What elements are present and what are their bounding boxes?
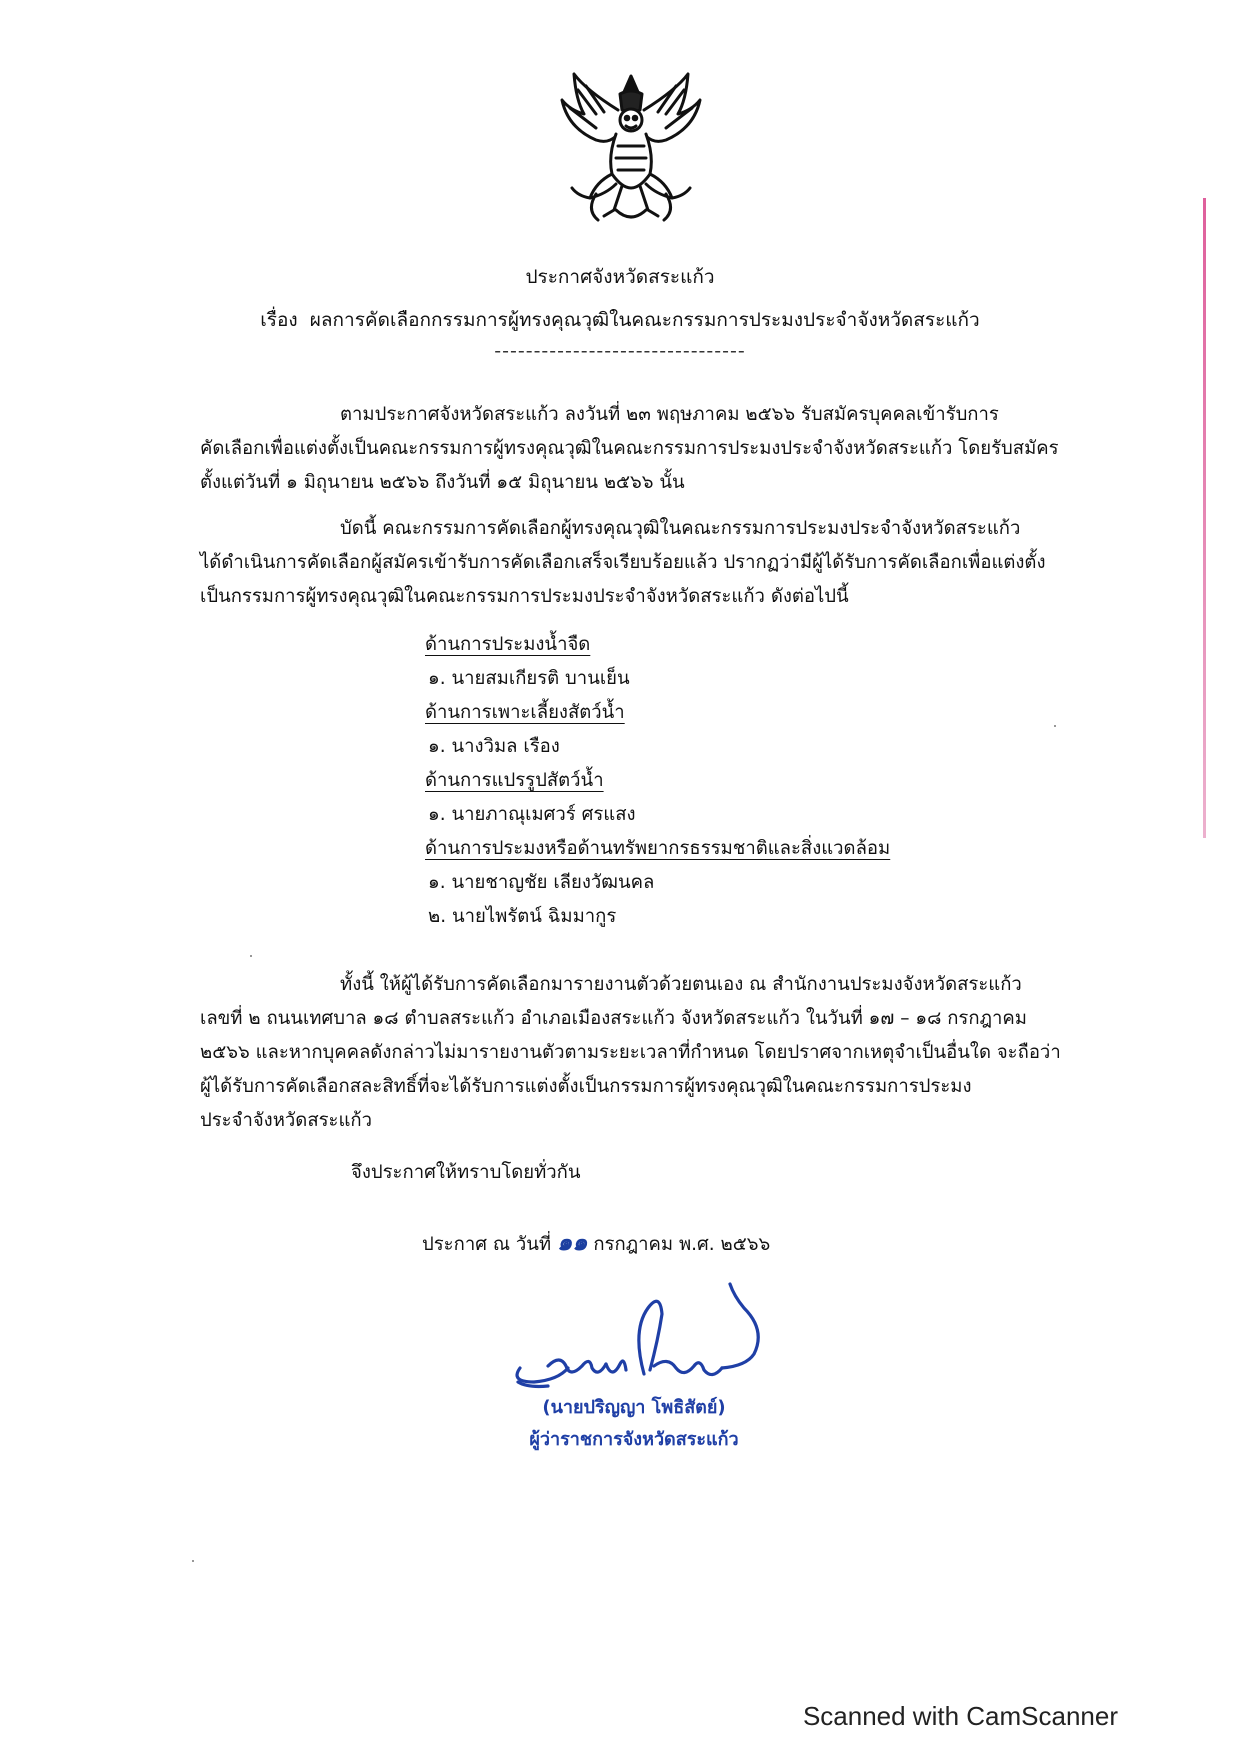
paragraph-1	[200, 398, 1095, 500]
signer-name: (นายปริญญา โพธิสัตย์)	[542, 1397, 726, 1418]
paragraph-line: บัดนี้ คณะกรรมการคัดเลือกผู้ทรงคุณวุฒิในคณะกรรมการประมงประจำจังหวัดสระแก้ว	[340, 518, 1021, 539]
scan-edge-mark	[1203, 198, 1206, 838]
camscanner-watermark: Scanned with CamScanner	[802, 1701, 1118, 1731]
closing-statement: จึงประกาศให้ทราบโดยทั่วกัน	[351, 1162, 581, 1183]
paragraph-line: ได้ดำเนินการคัดเลือกผู้สมัครเข้ารับการคัดเลือกเสร็จเรียบร้อยแล้ว ปรากฏว่ามีผู้ได้รับการคัดเลือกเพื่อแต่งตั้ง	[200, 552, 1046, 573]
member-name: ๒. นายไพรัตน์ ฉิมมากูร	[428, 906, 617, 927]
governor-signature	[508, 1270, 788, 1400]
scan-speck	[192, 1560, 194, 1562]
member-name: ๑. นายภาณุเมศวร์ ศรแสง	[428, 804, 636, 825]
paragraph-line: ตามประกาศจังหวัดสระแก้ว ลงวันที่ ๒๓ พฤษภาคม ๒๕๖๖ รับสมัครบุคคลเข้ารับการ	[340, 404, 999, 425]
paragraph-line: ทั้งนี้ ให้ผู้ได้รับการคัดเลือกมารายงานตัวด้วยตนเอง ณ สำนักงานประมงจังหวัดสระแก้ว	[340, 974, 1022, 995]
heading-divider: --------------------------------	[494, 340, 746, 362]
paragraph-line: เลขที่ ๒ ถนนเทศบาล ๑๘ ตำบลสระแก้ว อำเภอเมืองสระแก้ว จังหวัดสระแก้ว ในวันที่ ๑๗ – ๑๘ กรกฎาคม	[200, 1008, 1027, 1029]
member-name: ๑. นายชาญชัย เลียงวัฒนคล	[428, 872, 655, 893]
paragraph-line: เป็นกรรมการผู้ทรงคุณวุฒิในคณะกรรมการประมงประจำจังหวัดสระแก้ว ดังต่อไปนี้	[200, 586, 849, 607]
paragraph-line: คัดเลือกเพื่อแต่งตั้งเป็นคณะกรรมการผู้ทรงคุณวุฒิในคณะกรรมการประมงประจำจังหวัดสระแก้ว โดยรับสมัคร	[200, 438, 1059, 459]
scan-speck	[250, 955, 252, 957]
member-name: ๑. นายสมเกียรติ บานเย็น	[428, 668, 630, 689]
category-heading: ด้านการแปรรูปสัตว์น้ำ	[425, 770, 604, 791]
garuda-emblem-icon	[556, 70, 706, 230]
subject-label: เรื่อง	[260, 309, 298, 331]
paragraph-line: ตั้งแต่วันที่ ๑ มิถุนายน ๒๕๖๖ ถึงวันที่ ๑๕ มิถุนายน ๒๕๖๖ นั้น	[200, 472, 685, 493]
announcement-date	[422, 1222, 770, 1261]
paragraph-line: ประจำจังหวัดสระแก้ว	[200, 1110, 372, 1131]
handwritten-day: ๑๑	[557, 1227, 588, 1256]
selected-members-list	[425, 628, 890, 934]
paragraph-3	[200, 968, 1095, 1138]
category-heading: ด้านการประมงน้ำจืด	[425, 634, 591, 655]
document-title: ประกาศจังหวัดสระแก้ว	[525, 266, 715, 288]
category-heading: ด้านการเพาะเลี้ยงสัตว์น้ำ	[425, 702, 625, 723]
document-subject	[0, 305, 1240, 335]
paragraph-line: ผู้ได้รับการคัดเลือกสละสิทธิ์ที่จะได้รับการแต่งตั้งเป็นกรรมการผู้ทรงคุณวุฒิในคณะกรรมการประมง	[200, 1076, 972, 1097]
scan-speck	[1054, 725, 1056, 727]
paragraph-2	[200, 512, 1095, 614]
subject-text: ผลการคัดเลือกกรรมการผู้ทรงคุณวุฒิในคณะกรรมการประมงประจำจังหวัดสระแก้ว	[309, 309, 980, 331]
signer-title: ผู้ว่าราชการจังหวัดสระแก้ว	[529, 1429, 739, 1450]
member-name: ๑. นางวิมล เรือง	[428, 736, 560, 757]
date-suffix: กรกฎาคม พ.ศ. ๒๕๖๖	[593, 1234, 771, 1255]
category-heading: ด้านการประมงหรือด้านทรัพยากรธรรมชาติและสิ่งแวดล้อม	[425, 838, 891, 859]
paragraph-line: ๒๕๖๖ และหากบุคคลดังกล่าวไม่มารายงานตัวตามระยะเวลาที่กำหนด โดยปราศจากเหตุจำเป็นอื่นใด จะถือว่า	[200, 1042, 1061, 1063]
date-prefix: ประกาศ ณ วันที่	[422, 1234, 552, 1255]
